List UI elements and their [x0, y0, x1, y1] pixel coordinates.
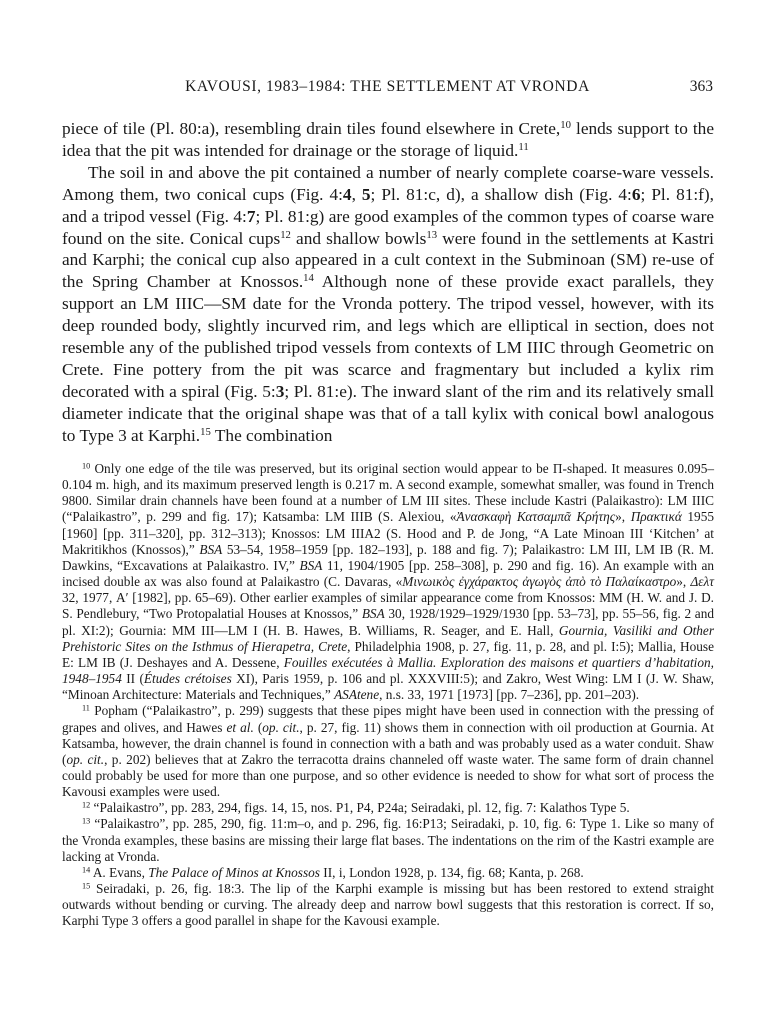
- footnote-ref-11[interactable]: 11: [518, 141, 529, 154]
- main-text: [62, 118, 714, 447]
- text-span: ; Pl. 81:f), and a tripod vessel (Fig. 4:: [62, 184, 714, 226]
- figure-number: 7: [246, 206, 256, 226]
- text-span: A. Evans,: [90, 864, 149, 880]
- figure-number: 3: [275, 381, 285, 401]
- footnote-ref-12[interactable]: 12: [280, 228, 291, 241]
- text-span: Only one edge of the tile was preserved, but its original section would appear to be Π-shaped. It measures 0.095–0.104 m. high, and its maximum preserved length is 0.217 m. A second example, somewhat smaller, was found in Trench 9800. Similar drain channels have been found at a number of LM III sites. These include Kastri (Palaikastro): LM IIIC (“Palaikastro”, p. 299 and fig. 17); Katsamba: LM IIIB (S. Alexiou, «: [62, 461, 714, 525]
- text-span: lends support to the idea that the pit was intended for drainage or the storage of liquid.: [62, 119, 714, 160]
- footnote-12: [62, 800, 714, 816]
- footnote-number: 12: [82, 800, 91, 810]
- text-span: Popham (“Palaikastro”, p. 299) suggests that these pipes might have been used in connection with the pressing of grapes and olives, and Hawes: [62, 703, 714, 735]
- footnote-number: 10: [82, 461, 91, 471]
- figure-number: 4: [342, 184, 352, 204]
- figure-number: 5: [361, 184, 371, 204]
- text-span: Although none of these provide exact parallels, they support an LM IIIC—SM date for the Vronda pottery. The tripod vessel, however, with its deep rounded body, slightly incurved rim, and legs which are elliptical in section, does not resemble any of the published tripod vessels from contexts of LM IIIC through Geometric on Crete. Fine pottery from the pit was scarce and fragmentary but included a kylix rim decorated with a spiral (Fig. 5:: [62, 272, 714, 401]
- text-span: The combination: [210, 425, 333, 445]
- text-span: 11, 1904/1905 [pp. 258–308], p. 290 and fig. 16). An example with an incised double ax was also found at Palaikastro (C. Davaras, «: [62, 557, 714, 590]
- series-title: Études crétoises: [143, 671, 232, 687]
- text-span: “Palaikastro”, pp. 285, 290, fig. 11:m–o, and p. 296, fig. 16:P13; Seiradaki, p. 10, fig. 6: Type 1. Like so many of the Vronda examples, these basins are missing their large flat bases. The indentations on the rim of the Kastri example are lacking at Vronda.: [62, 816, 714, 864]
- footnote-ref-10[interactable]: 10: [560, 119, 571, 132]
- text-span: 53–54, 1958–1959 [pp. 182–193], p. 188 and fig. 7); Palaikastro: LM III, LM IB (R. M. Dawkins, “Excavations at Palaikastro. IV,”: [62, 541, 714, 573]
- footnote-number: 15: [82, 881, 91, 891]
- text-span: »,: [676, 574, 691, 590]
- text-span: ; Pl. 81:c, d), a shallow dish (Fig. 4:: [370, 184, 632, 204]
- text-span: 1955 [1960] [pp. 311–320], pp. 312–313); Knossos: LM IIIA2 (S. Hood and P. de Jong, “A Late Minoan III ‘Kitchen’ at Makritikhos (Knossos),”: [62, 509, 715, 557]
- greek-title: Μινωικὸς ἐγχάρακτος ἀγωγὸς ἀπὸ τὸ Παλαίκαστρο: [402, 574, 677, 590]
- footnote-10: [62, 461, 714, 703]
- text-span: and shallow bowls: [290, 228, 427, 248]
- footnote-11: [62, 703, 714, 800]
- footnote-number: 11: [82, 703, 90, 713]
- text-span: The soil in and above the pit contained a number of nearly complete coarse-ware vessels. Among them, two conical cups (Fig. 4:: [62, 162, 714, 204]
- footnote-13: [62, 816, 714, 864]
- footnote-ref-14[interactable]: 14: [303, 272, 314, 285]
- text-span: piece of tile (Pl. 80:a), resembling drain tiles found elsewhere in Crete,: [62, 119, 561, 138]
- book-title: Gournia, Vasiliki and Other Prehistoric Sites on the Isthmus of Hierapetra, Crete: [62, 622, 714, 654]
- journal-title: Πρακτικά: [630, 509, 682, 525]
- footnote-ref-13[interactable]: 13: [426, 228, 438, 241]
- text-span: , p. 27, fig. 11) shows them in connection with oil production at Gournia. At Katsamba, however, the drain channel is found in connection with a bath and was probably used as a water conduit. Shaw (: [62, 719, 714, 767]
- journal-title: BSA: [361, 606, 385, 622]
- text-span: “Palaikastro”, pp. 283, 294, figs. 14, 15, nos. P1, P4, P24a; Seiradaki, pl. 12, fig. 7: Kalathos Type 5.: [90, 800, 630, 816]
- footnote-number: 14: [82, 865, 91, 875]
- journal-title: ASAtene: [334, 687, 380, 703]
- figure-number: 6: [631, 184, 641, 204]
- latin-abbrev: op. cit.: [66, 751, 105, 767]
- book-title: The Palace of Minos at Knossos: [148, 864, 320, 880]
- text-span: »,: [615, 509, 631, 525]
- paragraph-2: [62, 162, 714, 447]
- text-span: ; Pl. 81:g) are good examples of the common types of coarse ware found on the site. Conical cups: [62, 206, 714, 248]
- text-span: were found in the settlements at Kastri and Karphi; the conical cup also appeared in a cult context in the Subminoan (SM) re-use of the Spring Chamber at Knossos.: [62, 228, 714, 292]
- text-span: II, i, London 1928, p. 134, fig. 68; Kanta, p. 268.: [319, 864, 584, 880]
- text-span: , Philadelphia 1908, p. 27, fig. 11, p. 28, and pl. I:5); Mallia, House E: LM IB (J. Deshayes and A. Dessene,: [62, 638, 715, 670]
- text-span: , n.s. 33, 1971 [1973] [pp. 7–236], pp. 201–203).: [379, 687, 640, 703]
- footnote-14: [62, 865, 714, 881]
- text-span: ,: [351, 184, 362, 204]
- footnote-number: 13: [82, 816, 91, 826]
- journal-title: BSA: [199, 541, 223, 557]
- text-span: (: [253, 719, 263, 735]
- text-span: , p. 202) believes that at Zakro the terracotta drains channeled off waste water. The same form of drain channel could probably be used for more than one purpose, and so other evidence is needed to show for what sort of process the Kavousi examples were used.: [62, 751, 714, 800]
- paragraph-1: [62, 118, 714, 162]
- latin-abbrev: op. cit.: [262, 719, 300, 735]
- journal-title: BSA: [299, 557, 323, 573]
- text-span: 32, 1977, A′ [1982], pp. 65–69). Other earlier examples of similar appearance come from Knossos: MM (H. W. and J. D. S. Pendlebury, “Two Protopalatial Houses at Knossos,”: [62, 590, 714, 622]
- text-span: XI), Paris 1959, p. 106 and pl. XXXVIII:5); and Zakro, West Wing: LM I (J. W. Shaw, “Minoan Architecture: Materials and Techniques,”: [62, 671, 714, 703]
- greek-title: Ἀνασκαφὴ Κατσαμπᾶ Κρήτης: [456, 509, 616, 525]
- footnotes: [62, 461, 714, 930]
- running-head: KAVOUSI, 1983–1984: THE SETTLEMENT AT VRONDA: [185, 78, 590, 95]
- text-span: ; Pl. 81:e). The inward slant of the rim and its relatively small diameter indicate that the original shape was that of a tall kylix with conical bowl analogous to Type 3 at Karphi.: [62, 381, 714, 445]
- page-number: 363: [689, 78, 713, 95]
- latin-abbrev: et al.: [226, 719, 254, 735]
- journal-title: Δελτ: [690, 574, 714, 590]
- footnote-15: [62, 881, 714, 929]
- footnote-ref-15[interactable]: 15: [200, 425, 211, 438]
- text-span: Seiradaki, p. 26, fig. 18:3. The lip of the Karphi example is missing but has been restored to extend straight outwards without bending or curving. The already deep and narrow bowl suggests that this restoration is correct. If so, Karphi Type 3 offers a good parallel in shape for the Kavousi example.: [62, 881, 714, 929]
- text-span: 30, 1928/1929–1929/1930 [pp. 53–73], pp. 55–56, fig. 2 and pl. XI:2); Gournia: MM III—LM I (H. B. Hawes, B. Williams, R. Seager, and E. Hall,: [62, 606, 714, 638]
- text-span: II (: [121, 671, 144, 687]
- page-header: [62, 78, 713, 100]
- book-title: Fouilles exécutées à Mallia. Exploration des maisons et quartiers d’habitation, 1948–1954: [62, 654, 714, 687]
